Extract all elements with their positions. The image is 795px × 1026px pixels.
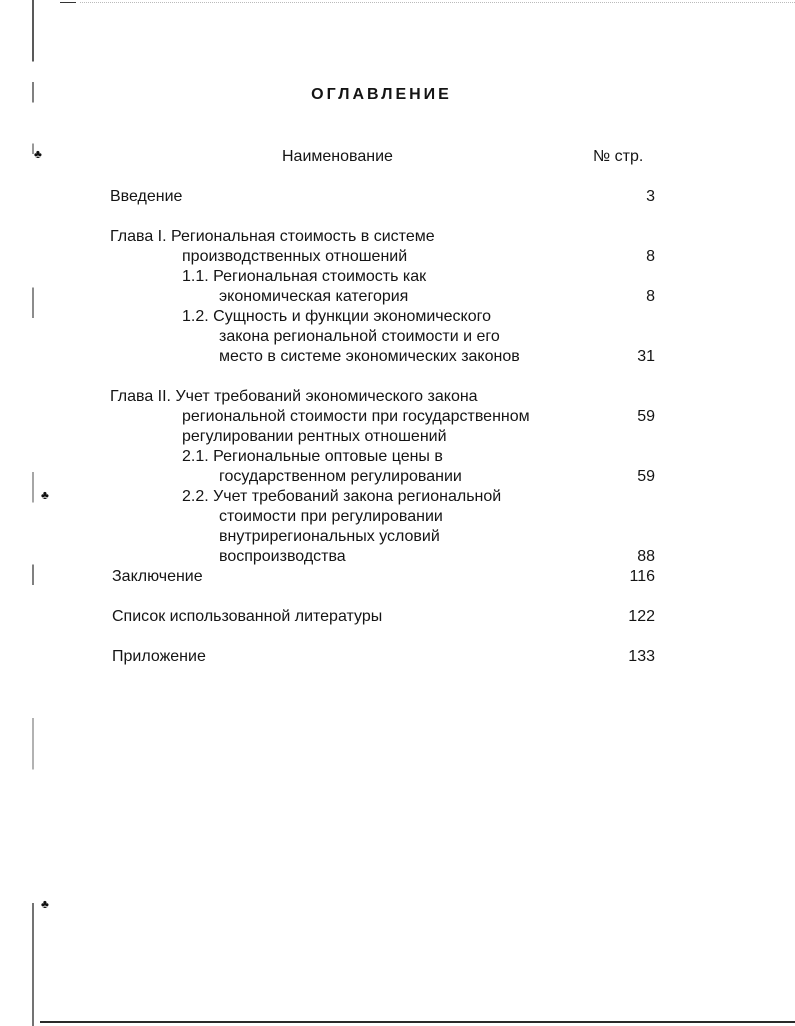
- toc-page-conclusion: 116: [629, 568, 655, 585]
- toc-entry-conclusion: Заключение: [112, 568, 203, 585]
- scan-edge-top: [60, 2, 76, 3]
- column-header-page: № стр.: [593, 148, 644, 165]
- toc-section-1-2-line: закона региональной стоимости и его: [219, 328, 500, 345]
- toc-section-1-2-line: 1.2. Сущность и функции экономического: [182, 308, 491, 325]
- toc-page-section-2-2: 88: [637, 548, 655, 565]
- toc-page-chapter-1: 8: [646, 248, 655, 265]
- scan-edge-bottom: [40, 1021, 795, 1023]
- toc-entry-literature: Список использованной литературы: [112, 608, 383, 625]
- toc-section-2-2-line: внутрирегиональных условий: [219, 528, 440, 545]
- toc-page-appendix: 133: [628, 648, 655, 665]
- toc-page-section-1-2: 31: [637, 348, 655, 365]
- toc-entry-introduction: Введение: [110, 188, 183, 205]
- toc-section-2-2-line: воспроизводства: [219, 548, 346, 565]
- toc-page-section-2-1: 59: [637, 468, 655, 485]
- toc-chapter-2-line: Глава II. Учет требований экономического закона: [110, 388, 478, 405]
- toc-entry-appendix: Приложение: [112, 648, 206, 665]
- toc-section-1-1-line: экономическая категория: [219, 288, 409, 305]
- toc-section-1-2-line: место в системе экономических законов: [219, 348, 520, 365]
- page-title: ОГЛАВЛЕНИЕ: [311, 86, 452, 103]
- toc-page-introduction: 3: [646, 188, 655, 205]
- toc-page-section-1-1: 8: [646, 288, 655, 305]
- scan-edge-top-dotted: [80, 2, 795, 4]
- toc-section-2-1-line: государственном регулировании: [219, 468, 462, 485]
- column-header-name: Наименование: [282, 148, 393, 165]
- toc-chapter-1-line: производственных отношений: [182, 248, 408, 265]
- toc-chapter-1-line: Глава I. Региональная стоимость в системе: [110, 228, 435, 245]
- toc-chapter-2-line: региональной стоимости при государственном: [182, 408, 530, 425]
- toc-section-2-2-line: стоимости при регулировании: [219, 508, 443, 525]
- binding-mark-icon: ♣: [34, 147, 42, 161]
- binding-mark-icon: ♣: [41, 488, 49, 502]
- toc-section-2-2-line: 2.2. Учет требований закона региональной: [182, 488, 502, 505]
- binding-mark-icon: ♣: [41, 897, 49, 911]
- toc-section-2-1-line: 2.1. Региональные оптовые цены в: [182, 448, 443, 465]
- toc-page-literature: 122: [628, 608, 655, 625]
- toc-page-chapter-2: 59: [637, 408, 655, 425]
- toc-chapter-2-line: регулировании рентных отношений: [182, 428, 447, 445]
- toc-section-1-1-line: 1.1. Региональная стоимость как: [182, 268, 427, 285]
